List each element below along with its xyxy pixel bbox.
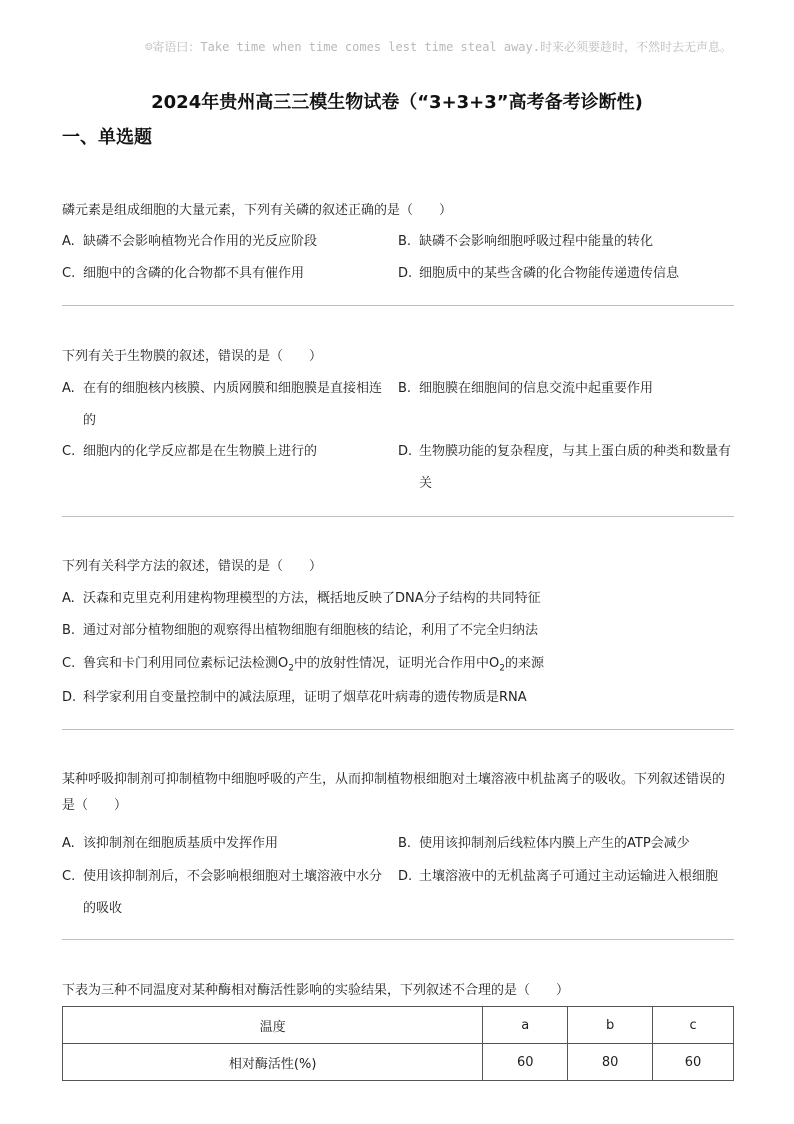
option-letter: C. [62, 444, 76, 459]
question-divider [62, 939, 734, 940]
option-a[interactable] [62, 583, 734, 615]
table-cell: 相对酶活性(%) [63, 1044, 483, 1081]
option-letter: B. [62, 623, 76, 638]
subscript: 2 [499, 663, 505, 674]
subscript: 2 [288, 663, 294, 674]
table-header-cell: b [568, 1007, 653, 1044]
option-text: 生物膜功能的复杂程度，与其上蛋白质的种类和数量有关 [419, 444, 732, 491]
option-text: 使用该抑制剂后，不会影响根细胞对土壤溶液中水分的吸收 [83, 869, 383, 916]
question-stem: 下表为三种不同温度对某种酶相对酶活性影响的实验结果，下列叙述不合理的是（ ） [62, 983, 570, 998]
question-divider [62, 729, 734, 730]
option-c[interactable] [62, 861, 392, 925]
enzyme-activity-table [62, 1006, 734, 1081]
table-cell: 60 [483, 1044, 568, 1081]
option-d[interactable] [398, 436, 734, 500]
option-b[interactable] [398, 226, 734, 258]
option-text: 在有的细胞核内核膜、内质网膜和细胞膜是直接相连的 [83, 381, 383, 428]
option-d[interactable] [398, 861, 734, 893]
option-text [83, 648, 734, 680]
option-a[interactable] [62, 373, 392, 437]
table-header-cell: c [653, 1007, 734, 1044]
option-b[interactable] [398, 828, 734, 860]
question-4 [62, 770, 734, 819]
option-text: 缺磷不会影响植物光合作用的光反应阶段 [83, 234, 318, 249]
option-c[interactable] [62, 258, 392, 290]
option-letter: B. [398, 381, 412, 396]
table-header-cell: a [483, 1007, 568, 1044]
option-a[interactable] [62, 226, 392, 258]
text-part: 中的放射性情况，证明光合作用中O [293, 656, 500, 671]
question-1 [62, 201, 734, 221]
question-5 [62, 981, 734, 1001]
option-c[interactable] [62, 436, 392, 468]
option-text: 细胞内的化学反应都是在生物膜上进行的 [83, 444, 318, 459]
option-letter: A. [62, 234, 75, 249]
option-text: 沃森和克里克利用建构物理模型的方法，概括地反映了DNA分子结构的共同特征 [83, 591, 541, 606]
question-divider [62, 516, 734, 517]
option-text: 细胞质中的某些含磷的化合物能传递遗传信息 [419, 266, 680, 281]
option-letter: D. [398, 266, 413, 281]
option-letter: C. [62, 266, 76, 281]
option-d[interactable] [62, 682, 734, 714]
question-2 [62, 347, 734, 367]
question-stem: 下列有关科学方法的叙述，错误的是（ ） [62, 559, 323, 574]
option-b[interactable] [398, 373, 734, 405]
question-stem: 某种呼吸抑制剂可抑制植物中细胞呼吸的产生，从而抑制植物根细胞对土壤溶液中机盐离子的吸收。下列叙述错误的是（ ） [62, 772, 726, 813]
option-text: 土壤溶液中的无机盐离子可通过主动运输进入根细胞 [419, 869, 719, 884]
motto-watermark: ☺寄语曰：Take time when time comes lest time steal away.时来必须要趁时，不然时去无声息。 [145, 40, 732, 54]
option-text: 科学家利用自变量控制中的减法原理，证明了烟草花叶病毒的遗传物质是RNA [83, 690, 527, 705]
option-letter: B. [398, 234, 412, 249]
option-a[interactable] [62, 828, 392, 860]
option-d[interactable] [398, 258, 734, 290]
question-stem: 下列有关于生物膜的叙述，错误的是（ ） [62, 349, 323, 364]
option-letter: B. [398, 836, 412, 851]
table-cell: 60 [653, 1044, 734, 1081]
option-letter: A. [62, 591, 75, 606]
option-text: 使用该抑制剂后线粒体内膜上产生的ATP会减少 [419, 836, 690, 851]
question-3 [62, 557, 734, 577]
option-letter: C. [62, 656, 76, 671]
option-text: 该抑制剂在细胞质基质中发挥作用 [83, 836, 279, 851]
table-row [63, 1044, 734, 1081]
option-text: 通过对部分植物细胞的观察得出植物细胞有细胞核的结论，利用了不完全归纳法 [83, 623, 539, 638]
option-text: 细胞膜在细胞间的信息交流中起重要作用 [419, 381, 654, 396]
option-letter: A. [62, 836, 75, 851]
exam-title: 2024年贵州高三三模生物试卷（“3+3+3”高考备考诊断性) [151, 92, 643, 113]
table-cell: 80 [568, 1044, 653, 1081]
question-divider [62, 305, 734, 306]
option-text: 缺磷不会影响细胞呼吸过程中能量的转化 [419, 234, 654, 249]
text-part: 鲁宾和卡门利用同位素标记法检测O [83, 656, 289, 671]
option-letter: C. [62, 869, 76, 884]
table-header-row [63, 1007, 734, 1044]
option-letter: D. [62, 690, 77, 705]
section-heading: 一、单选题 [62, 127, 152, 148]
question-stem: 磷元素是组成细胞的大量元素，下列有关磷的叙述正确的是（ ） [62, 203, 453, 218]
option-letter: D. [398, 869, 413, 884]
option-letter: A. [62, 381, 75, 396]
option-b[interactable] [62, 615, 734, 647]
option-text: 细胞中的含磷的化合物都不具有催作用 [83, 266, 305, 281]
option-letter: D. [398, 444, 413, 459]
option-c[interactable] [62, 648, 734, 680]
table-header-cell: 温度 [63, 1007, 483, 1044]
text-part: 的来源 [504, 656, 544, 671]
